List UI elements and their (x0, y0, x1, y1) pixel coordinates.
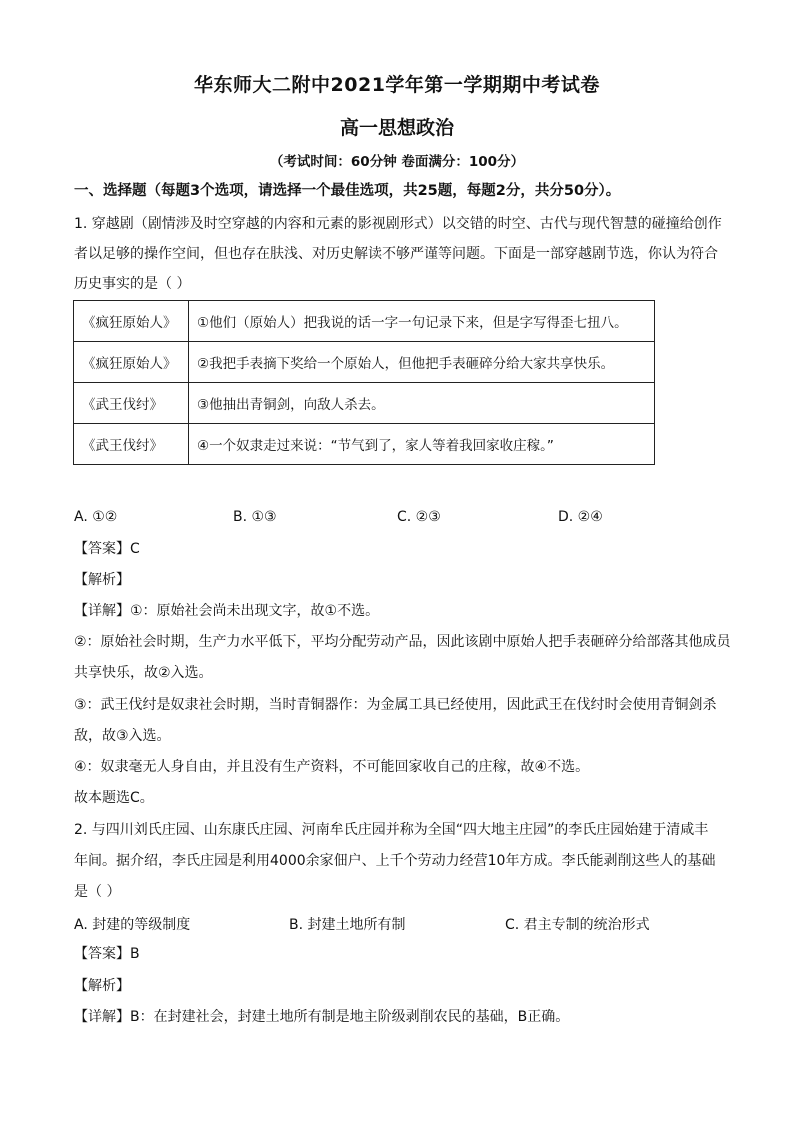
q1-stem-line: 1. 穿越剧（剧情涉及时空穿越的内容和元素的影视剧形式）以交错的时空、古代与现代智慧的碰撞给创作 (74, 216, 722, 232)
table-cell-drama: 《疯狂原始人》 (74, 342, 189, 383)
table-row (74, 383, 655, 424)
q1-analysis-label: 【解析】 (74, 572, 130, 588)
q2-analysis-label: 【解析】 (74, 978, 130, 994)
section-heading: 一、选择题（每题3个选项，请选择一个最佳选项，共25题，每题2分，共分50分）。 (74, 183, 621, 199)
q2-answer: 【答案】B (74, 946, 140, 962)
q1-detail-line: ③：武王伐纣是奴隶社会时期，当时青铜器作：为金属工具已经使用，因此武王在伐纣时会使用青铜剑杀 (74, 697, 717, 713)
q1-option-d: D. ②④ (558, 509, 603, 525)
q1-detail-line: 【详解】①：原始社会尚未出现文字，故①不选。 (74, 603, 380, 619)
q1-scene-table (73, 300, 655, 465)
q1-option-c: C. ②③ (397, 509, 441, 525)
q1-stem-line: 者以足够的操作空间，但也存在肤浅、对历史解读不够严谨等问题。下面是一部穿越剧节选，你认为符合 (74, 246, 718, 262)
q1-option-b: B. ①③ (233, 509, 277, 525)
table-cell-drama: 《武王伐纣》 (74, 424, 189, 465)
q2-stem-line: 是（ ） (74, 884, 121, 900)
table-row (74, 342, 655, 383)
table-cell-scene: ②我把手表摘下奖给一个原始人，但他把手表砸碎分给大家共享快乐。 (189, 342, 655, 383)
q2-option-a: A. 封建的等级制度 (74, 917, 191, 933)
q2-detail-line: 【详解】B：在封建社会，封建土地所有制是地主阶级剥削农民的基础，B正确。 (74, 1009, 570, 1025)
q1-answer: 【答案】C (74, 541, 140, 557)
table-cell-scene: ①他们（原始人）把我说的话一字一句记录下来，但是字写得歪七扭八。 (189, 301, 655, 342)
exam-info: （考试时间：60分钟 卷面满分：100分） (269, 154, 525, 170)
q1-detail-line: ④：奴隶毫无人身自由，并且没有生产资料，不可能回家收自己的庄稼，故④不选。 (74, 759, 590, 775)
q2-stem-line: 2. 与四川刘氏庄园、山东康氏庄园、河南牟氏庄园并称为全国“四大地主庄园”的李氏庄园始建于清咸丰 (74, 822, 709, 838)
q1-detail-line: 共享快乐，故②入选。 (74, 665, 213, 681)
table-cell-scene: ④一个奴隶走过来说：“节气到了，家人等着我回家收庄稼。” (189, 424, 655, 465)
exam-title: 华东师大二附中2021学年第一学期期中考试卷 (194, 74, 600, 96)
table-cell-scene: ③他抽出青铜剑，向敌人杀去。 (189, 383, 655, 424)
table-cell-drama: 《疯狂原始人》 (74, 301, 189, 342)
q1-detail-line: ②：原始社会时期，生产力水平低下，平均分配劳动产品，因此该剧中原始人把手表砸碎分给部落其他成员 (74, 634, 731, 650)
table-cell-drama: 《武王伐纣》 (74, 383, 189, 424)
q1-detail-line: 故本题选C。 (74, 790, 154, 806)
exam-subject: 高一思想政治 (339, 117, 454, 139)
table-row (74, 301, 655, 342)
q1-detail-line: 敌，故③入选。 (74, 728, 171, 744)
q1-stem-line: 历史事实的是（ ） (74, 276, 191, 292)
q1-option-a: A. ①② (74, 509, 118, 525)
q2-option-b: B. 封建土地所有制 (289, 917, 406, 933)
table-row (74, 424, 655, 465)
q2-option-c: C. 君主专制的统治形式 (505, 917, 650, 933)
q2-stem-line: 年间。据介绍，李氏庄园是利用4000余家佃户、上千个劳动力经营10年方成。李氏能剥削这些人的基础 (74, 853, 716, 869)
